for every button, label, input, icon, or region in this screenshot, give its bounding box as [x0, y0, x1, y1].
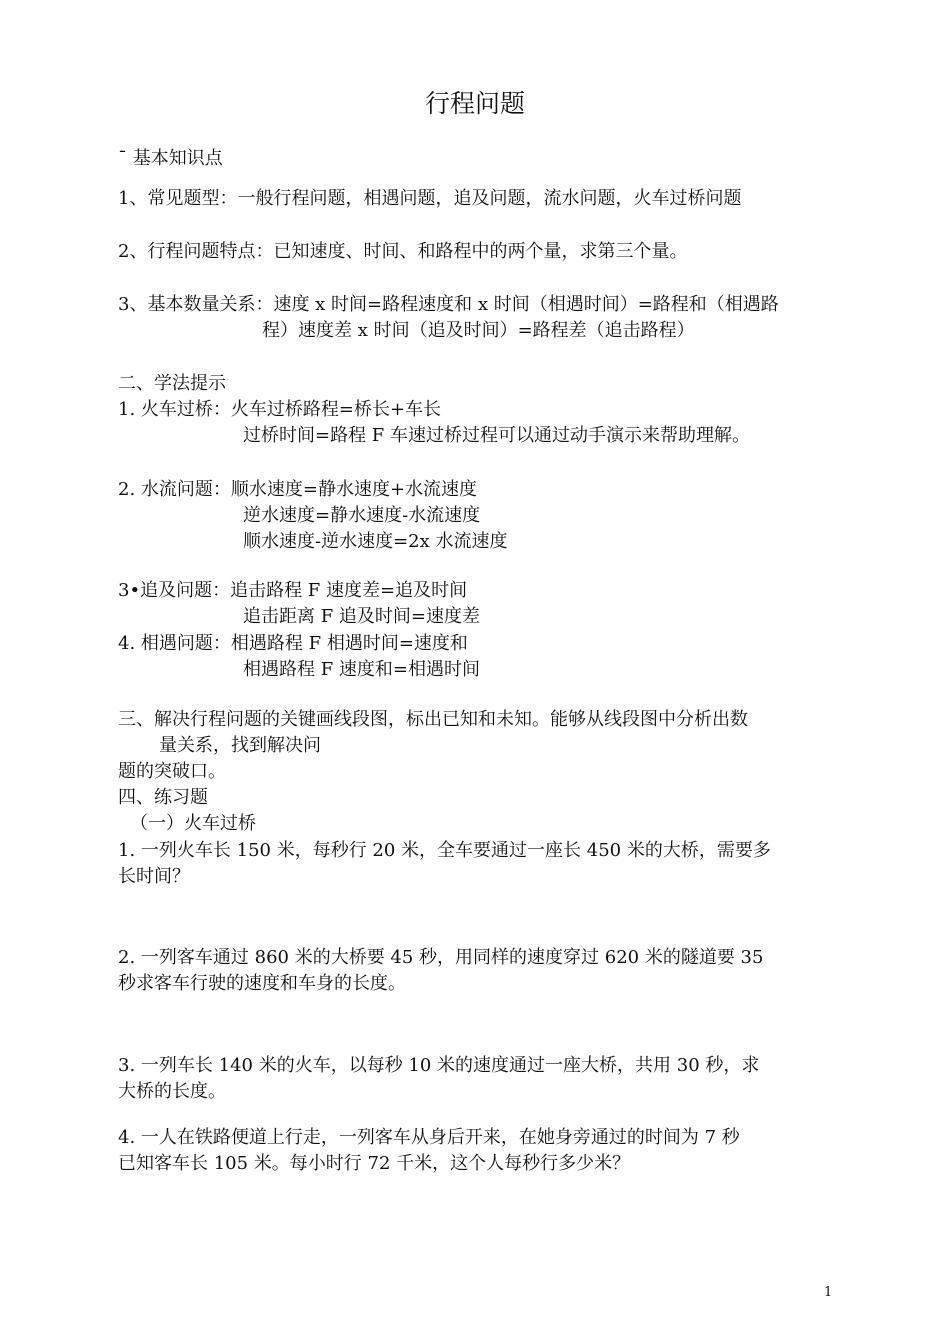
tip-2-line-3: 顺水速度-逆水速度=2x 水流速度 [243, 531, 508, 552]
section-1-paragraph-3-line-1: 3、基本数量关系：速度 x 时间=路程速度和 x 时间（相遇时间）=路程和（相遇路 [118, 294, 779, 315]
tip-3-line-1: 3•追及问题：追击路程 F 速度差=追及时间 [118, 580, 468, 601]
question-1-line-2: 长时间？ [118, 866, 190, 887]
tip-2-line-1: 2. 水流问题：顺水速度=静水速度+水流速度 [118, 479, 478, 500]
tip-3-line-2: 追击距离 F 追及时间=速度差 [243, 606, 481, 627]
section-1-paragraph-3-line-2: 程）速度差 x 时间（追及时间）=路程差（追击路程） [262, 320, 695, 341]
question-4-line-2: 已知客车长 105 米。每小时行 72 千米，这个人每秒行多少米？ [118, 1153, 631, 1174]
page-number: 1 [824, 1285, 833, 1300]
tip-4-line-1: 4. 相遇问题：相遇路程 F 相遇时间=速度和 [118, 633, 468, 654]
section-3-line-2: 量关系，找到解决问 [159, 735, 321, 756]
section-1-heading: ¯ 基本知识点 [118, 148, 223, 169]
tip-4-line-2: 相遇路程 F 速度和=相遇时间 [243, 659, 481, 680]
subsection-heading: （一）火车过桥 [130, 813, 256, 834]
tip-2-line-2: 逆水速度=静水速度-水流速度 [243, 505, 481, 526]
tip-1-line-1: 1. 火车过桥：火车过桥路程=桥长+车长 [118, 399, 442, 420]
section-2-heading: 二、学法提示 [118, 373, 226, 394]
question-1-line-1: 1. 一列火车长 150 米，每秒行 20 米，全车要通过一座长 450 米的大桥，需要多 [118, 840, 771, 861]
section-3-line-1: 三、解决行程问题的关键画线段图，标出已知和未知。能够从线段图中分析出数 [118, 709, 748, 730]
question-3-line-1: 3. 一列车长 140 米的火车，以每秒 10 米的速度通过一座大桥，共用 30 秒，求 [118, 1055, 760, 1076]
question-2-line-2: 秒求客车行驶的速度和车身的长度。 [118, 973, 406, 994]
section-1-paragraph-2: 2、行程问题特点：已知速度、时间、和路程中的两个量，求第三个量。 [118, 241, 688, 262]
question-3-line-2: 大桥的长度。 [118, 1081, 226, 1102]
section-3-line-3: 题的突破口。 [118, 761, 226, 782]
section-4-heading: 四、练习题 [118, 787, 208, 808]
tip-1-line-2: 过桥时间=路程 F 车速过桥过程可以通过动手演示来帮助理解。 [243, 425, 751, 446]
question-4-line-1: 4. 一人在铁路便道上行走，一列客车从身后开来，在她身旁通过的时间为 7 秒 [118, 1127, 740, 1148]
page-title: 行程问题 [425, 89, 526, 118]
section-1-paragraph-1: 1、常见题型：一般行程问题，相遇问题，追及问题，流水问题，火车过桥问题 [118, 188, 742, 209]
question-2-line-1: 2. 一列客车通过 860 米的大桥要 45 秒，用同样的速度穿过 620 米的隧道要 35 [118, 947, 764, 968]
